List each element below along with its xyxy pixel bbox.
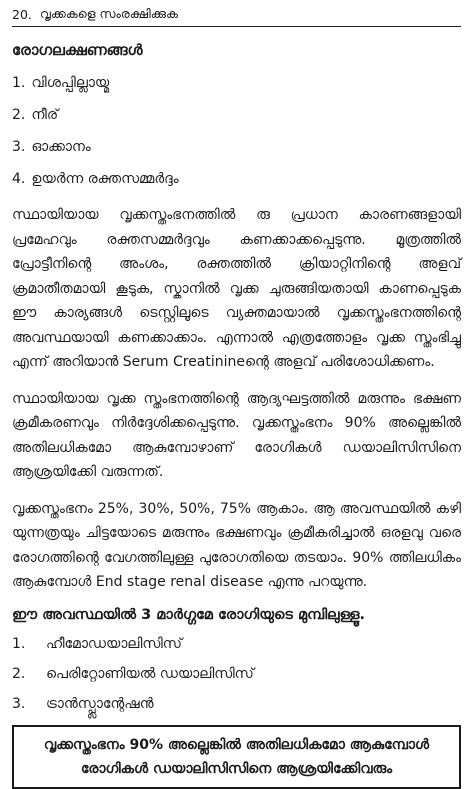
item-text: വിശപ്പില്ലായ്മ — [31, 75, 110, 91]
item-number: 3. — [12, 139, 26, 155]
list-item — [12, 99, 461, 131]
item-number: 2. — [12, 107, 26, 123]
item-number: 3. — [12, 695, 26, 712]
item-number: 1. — [12, 75, 26, 91]
item-text: ട്രാൻസ്പ്ലാന്റേഷൻ — [46, 695, 154, 712]
symptoms-list — [12, 67, 461, 195]
item-text: ഉയർന്ന രക്തസമ്മർദ്ദം — [31, 171, 179, 187]
options-list — [12, 629, 461, 719]
highlight-line-2: രോഗികൾ ഡയാലിസിസിനെ ആശ്രയിക്കേിവരും — [80, 760, 393, 777]
options-heading: ഈ അവസ്ഥയിൽ 3 മാർഗ്ഗമേ രോഗിയുടെ മുമ്പിലുള്ളൂ. — [12, 606, 366, 623]
item-text: നീര് — [31, 107, 59, 123]
item-text: ഓക്കാനം — [31, 139, 91, 155]
item-text: ഹീമോഡയാലിസിസ് — [46, 635, 183, 652]
chapter-title: വൃക്കകളെ സംരക്ഷിക്കുക — [39, 6, 178, 21]
list-item — [12, 163, 461, 195]
list-item — [12, 689, 461, 719]
paragraph-stages: വൃക്കസ്തംഭനം 25%, 30%, 50%, 75% ആകാം. ആ അവസ്ഥയിൽ കഴി യുന്നത്രയും ചിട്ടയോടെ മരുന്നും ഭക്ഷണവും ക്രമീകരിച്ചാൽ ഒരളവു വരെ രോഗത്തിന്റെ വേഗത്തിലുള്ള പുരോഗതിയെ തടയാം. 90% ത്തിലധികം ആകുമ്പോൾ End stage renal disease എന്നു പറയുന്നു. — [12, 500, 461, 590]
symptoms-heading: രോഗലക്ഷണങ്ങൾ — [12, 41, 143, 59]
paragraph-treatment: സ്ഥായിയായ വൃക്ക സ്തംഭനത്തിന്റെ ആദ്യഘട്ടത്തിൽ മരുന്നും ഭക്ഷണ ക്രമീകരണവും നിർദ്ദേശിക്കപ്പെടുന്നു. വൃക്കസ്തംഭനം 90% അല്ലെങ്കിൽ അതിലധികമോ ആകുമ്പോഴാണ് രോഗികൾ ഡയാലിസിസിനെ ആശ്രയിക്കേി വരുന്നത്. — [12, 390, 461, 480]
item-text: പെരിറ്റോണിയൽ ഡയാലിസിസ് — [46, 665, 254, 682]
highlight-box — [12, 725, 461, 789]
item-number: 1. — [12, 635, 26, 652]
list-item — [12, 659, 461, 689]
list-item — [12, 629, 461, 659]
item-number: 4. — [12, 171, 26, 187]
list-item — [12, 131, 461, 163]
item-number: 2. — [12, 665, 26, 682]
highlight-line-1: വൃക്കസ്തംഭനം 90% അല്ലെങ്കിൽ അതിലധികമോ ആകുമ്പോൾ — [43, 736, 430, 753]
list-item — [12, 67, 461, 99]
page-header — [12, 0, 461, 27]
paragraph-causes: സ്ഥായിയായ വൃക്കസ്തംഭനത്തിൽ രു പ്രധാന കാരണങ്ങളായി പ്രമേഹവും രക്തസമ്മർദ്ദവും കണക്കാക്കപ്പെടുന്നു. മൂത്രത്തിൽ പ്രോട്ടീനിന്റെ അംശം, രക്തത്തിൽ ക്രിയാറ്റിനിന്റെ അളവ് ക്രമാതീതമായി കൂടുക, സ്കാനിൽ വൃക്ക ചുരുങ്ങിയതായി കാണപ്പെടുക ഈ കാര്യങ്ങൾ ടെസ്റ്റിലൂടെ വ്യക്തമായാൽ വൃക്കസ്തംഭനത്തിന്റെ അവസ്ഥയായി കണക്കാക്കാം. എന്നാൽ എത്രത്തോളം വൃക്ക സ്തംഭിച്ചു എന്ന് അറിയാൻ Serum Creatinineന്റെ അളവ് പരിശോധിക്കണം. — [12, 207, 461, 370]
page-number: 20. — [12, 7, 32, 22]
